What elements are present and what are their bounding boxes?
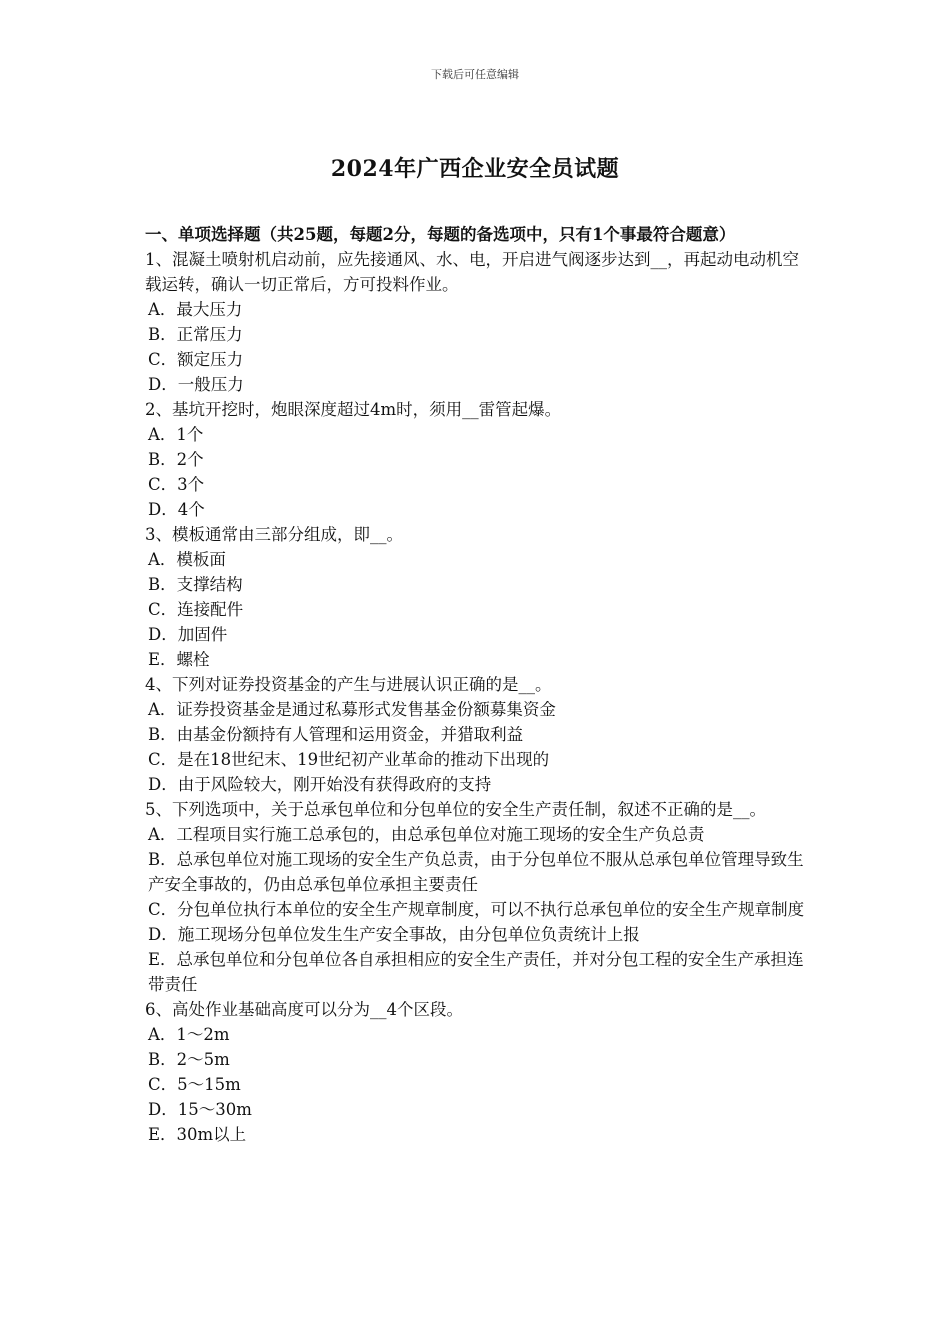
question-stem: 6、高处作业基础高度可以分为__4个区段。 (145, 1000, 463, 1019)
answer-option: C．3个 (148, 475, 205, 494)
answer-option: B．由基金份额持有人管理和运用资金，并猎取利益 (148, 725, 524, 744)
question-stem: 1、混凝土喷射机启动前，应先接通风、水、电，开启进气阀逐步达到__，再起动电动机空载运转，确认一切正常后，方可投料作业。 (145, 250, 799, 294)
answer-option: A．工程项目实行施工总承包的，由总承包单位对施工现场的安全生产负总责 (148, 825, 705, 844)
question-block (145, 997, 809, 1147)
question-block (145, 797, 809, 997)
answer-option: A．最大压力 (148, 300, 243, 319)
answer-option: A．1个 (148, 425, 204, 444)
answer-option: C．额定压力 (148, 350, 244, 369)
answer-option: C．分包单位执行本单位的安全生产规章制度，可以不执行总承包单位的安全生产规章制度 (148, 900, 805, 919)
answer-option: D．一般压力 (148, 375, 244, 394)
answer-option: D．由于风险较大，刚开始没有获得政府的支持 (148, 775, 492, 794)
answer-option: E．30m以上 (148, 1125, 247, 1144)
question-block (145, 672, 809, 797)
question-stem: 5、下列选项中，关于总承包单位和分包单位的安全生产责任制，叙述不正确的是__。 (145, 800, 766, 819)
answer-option: D．4个 (148, 500, 205, 519)
answer-option: E．总承包单位和分包单位各自承担相应的安全生产责任，并对分包工程的安全生产承担连带责任 (148, 950, 804, 994)
answer-option: D．加固件 (148, 625, 228, 644)
section-heading: 一、单项选择题（共25题，每题2分，每题的备选项中，只有1个事最符合题意） (145, 225, 736, 244)
question-block (145, 522, 809, 672)
answer-option: A．证券投资基金是通过私募形式发售基金份额募集资金 (148, 700, 556, 719)
page-title: 2024年广西企业安全员试题 (330, 156, 620, 182)
answer-option: B．2个 (148, 450, 204, 469)
answer-option: B．正常压力 (148, 325, 243, 344)
answer-option: C．5～15m (148, 1075, 241, 1094)
header-note: 下载后可任意编辑 (431, 68, 519, 81)
answer-option: A．模板面 (148, 550, 226, 569)
question-stem: 3、模板通常由三部分组成，即__。 (145, 525, 403, 544)
question-block (145, 247, 809, 397)
answer-option: B．2～5m (148, 1050, 230, 1069)
question-stem: 2、基坑开挖时，炮眼深度超过4m时，须用__雷管起爆。 (145, 400, 562, 419)
answer-option: E．螺栓 (148, 650, 210, 669)
answer-option: B．支撑结构 (148, 575, 243, 594)
answer-option: C．连接配件 (148, 600, 244, 619)
question-stem: 4、下列对证券投资基金的产生与进展认识正确的是__。 (145, 675, 552, 694)
answer-option: A．1～2m (148, 1025, 230, 1044)
question-block (145, 397, 809, 522)
exam-content (145, 222, 809, 1147)
answer-option: D．施工现场分包单位发生生产安全事故，由分包单位负责统计上报 (148, 925, 640, 944)
answer-option: C．是在18世纪末、19世纪初产业革命的推动下出现的 (148, 750, 550, 769)
answer-option: D．15～30m (148, 1100, 252, 1119)
answer-option: B．总承包单位对施工现场的安全生产负总责，由于分包单位不服从总承包单位管理导致生产安全事故的，仍由总承包单位承担主要责任 (148, 850, 804, 894)
